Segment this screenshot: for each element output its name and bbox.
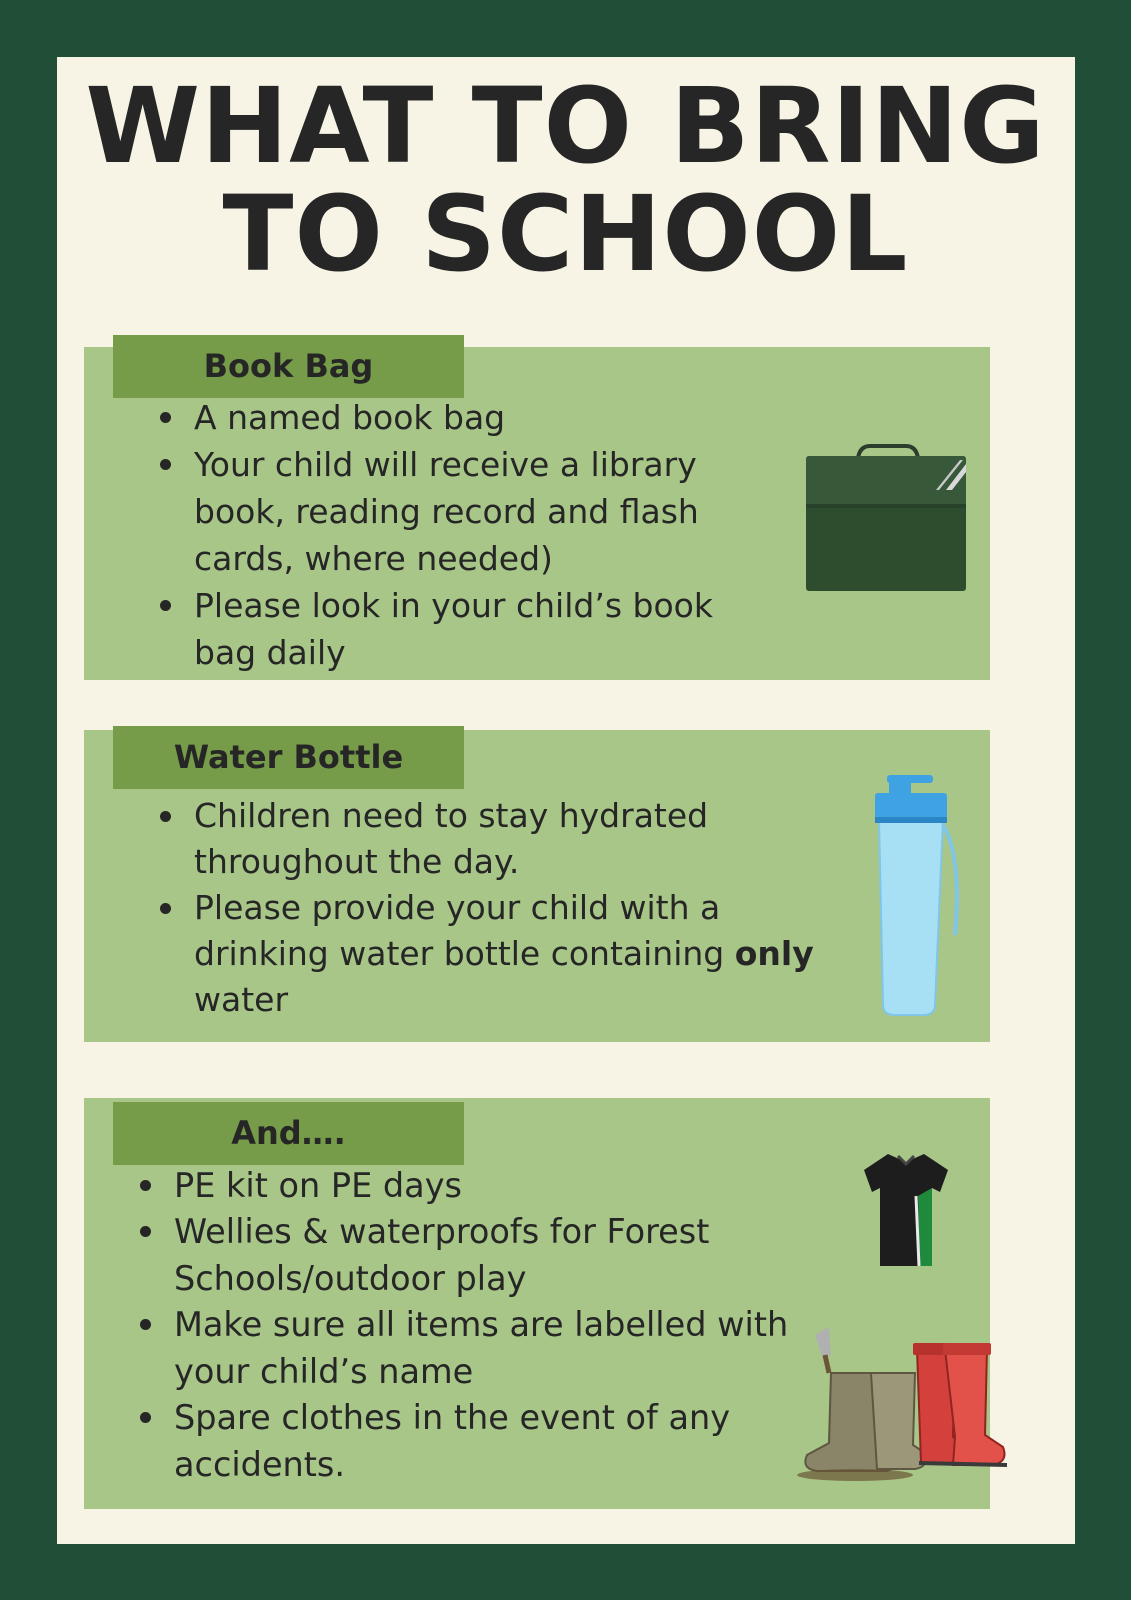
list-item: Children need to stay hydrated throughout the day. [157, 793, 827, 885]
list-item: PE kit on PE days [137, 1162, 817, 1209]
list-item-text: Please provide your child with a drinking water bottle containing [194, 888, 735, 973]
title-line-2: TO SCHOOL [222, 173, 909, 295]
list-item: Your child will receive a library book, reading record and flash cards, where needed) [157, 441, 767, 582]
book-bag-list [157, 394, 767, 676]
book-bag-icon [800, 440, 975, 600]
emphasis-only: only [734, 934, 814, 973]
list-item [157, 885, 827, 1023]
pe-shirt-icon [860, 1148, 952, 1270]
and-list [137, 1162, 817, 1487]
title-line-1: WHAT TO BRING [85, 65, 1046, 187]
section-heading-and: And…. [113, 1102, 464, 1165]
page-title [0, 65, 1131, 295]
list-item: Wellies & waterproofs for Forest Schools/outdoor play [137, 1208, 817, 1302]
list-item: Spare clothes in the event of any accidents. [137, 1394, 817, 1488]
list-item: Please look in your child’s book bag daily [157, 582, 767, 676]
wellies-icon [795, 1325, 1020, 1485]
list-item: Make sure all items are labelled with your child’s name [137, 1301, 817, 1395]
list-item-text: water [194, 980, 289, 1019]
section-heading-water-bottle: Water Bottle [113, 726, 464, 789]
section-heading-book-bag: Book Bag [113, 335, 464, 398]
water-bottle-icon [865, 765, 975, 1020]
water-bottle-list [157, 793, 827, 1023]
list-item: A named book bag [157, 394, 767, 441]
